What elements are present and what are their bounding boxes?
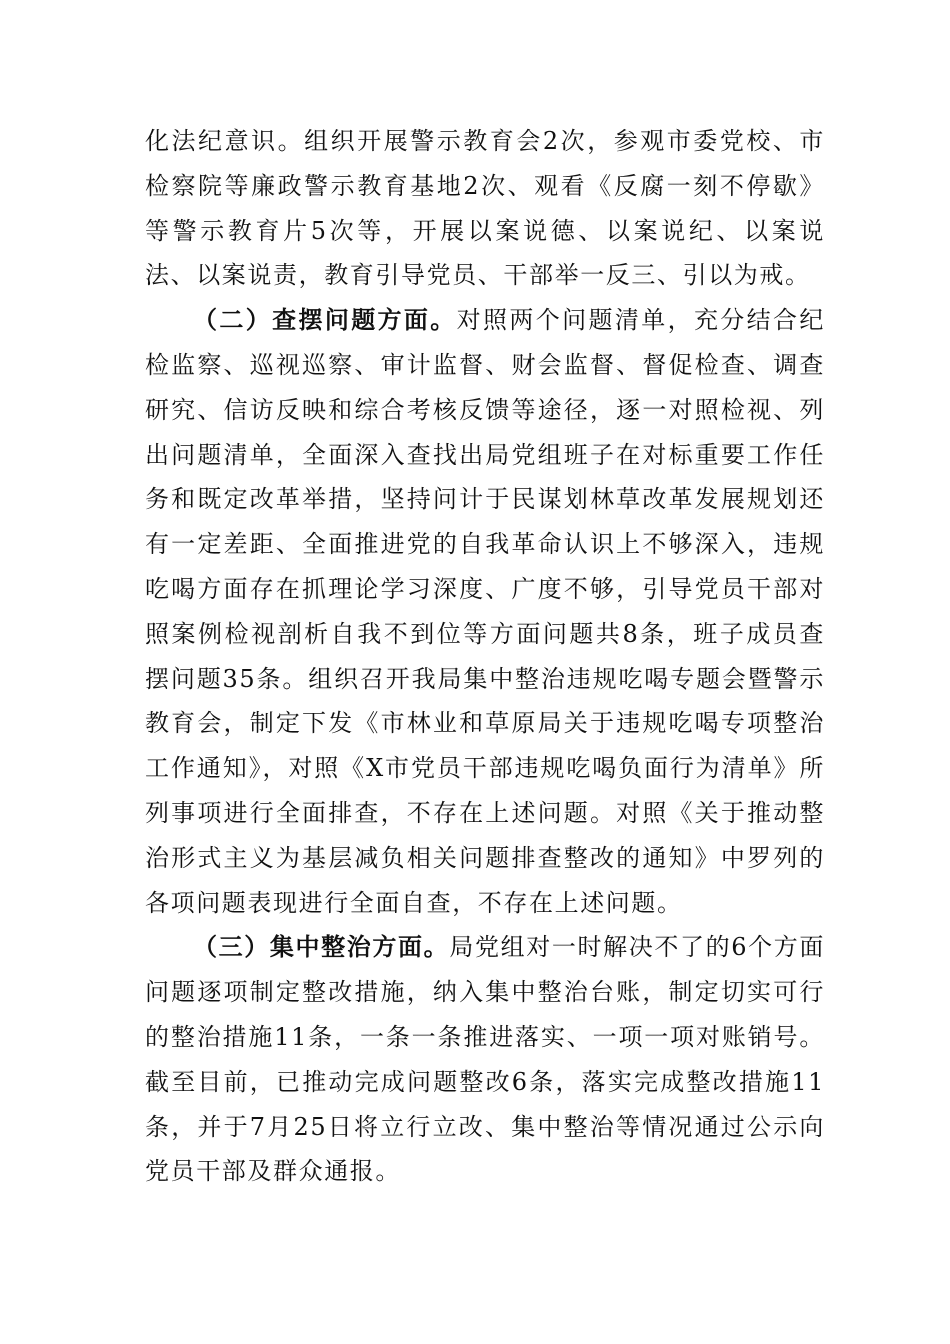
paragraph-section-3 (145, 925, 825, 1194)
paragraph-body: 局党组对一时解决不了的6个方面问题逐项制定整改措施，纳入集中整治台账，制定切实可行的整治措施11条，一条一条推进落实、一项一项对账销号。截至目前，已推动完成问题整改6条，落实完成整改措施11条，并于7月25日将立行立改、集中整治等情况通过公示向党员干部及群众通报。 (145, 933, 826, 1186)
paragraph-continuation (145, 119, 825, 298)
paragraph-body: 对照两个问题清单，充分结合纪检监察、巡视巡察、审计监督、财会监督、督促检查、调查研究、信访反映和综合考核反馈等途径，逐一对照检视、列出问题清单，全面深入查找出局党组班子在对标重要工作任务和既定改革举措，坚持问计于民谋划林草改革发展规划还有一定差距、全面推进党的自我革命认识上不够深入，违规吃喝方面存在抓理论学习深度、广度不够，引导党员干部对照案例检视剖析自我不到位等方面问题共8条，班子成员查摆问题35条。组织召开我局集中整治违规吃喝专题会暨警示教育会，制定下发《市林业和草原局关于违规吃喝专项整治工作通知》，对照《X市党员干部违规吃喝负面行为清单》所列事项进行全面排查，不存在上述问题。对照《关于推动整治形式主义为基层减负相关问题排查整改的通知》中罗列的各项问题表现进行全面自查，不存在上述问题。 (145, 306, 825, 917)
paragraph-body: 化法纪意识。组织开展警示教育会2次，参观市委党校、市检察院等廉政警示教育基地2次、观看《反腐一刻不停歇》等警示教育片5次等，开展以案说德、以案说纪、以案说法、以案说责，教育引导党员、干部举一反三、引以为戒。 (145, 127, 825, 290)
paragraph-section-2 (145, 298, 825, 925)
document-body (145, 119, 825, 1194)
section-heading: （二）查摆问题方面。 (193, 305, 457, 335)
section-heading: （三）集中整治方面。 (193, 932, 450, 962)
